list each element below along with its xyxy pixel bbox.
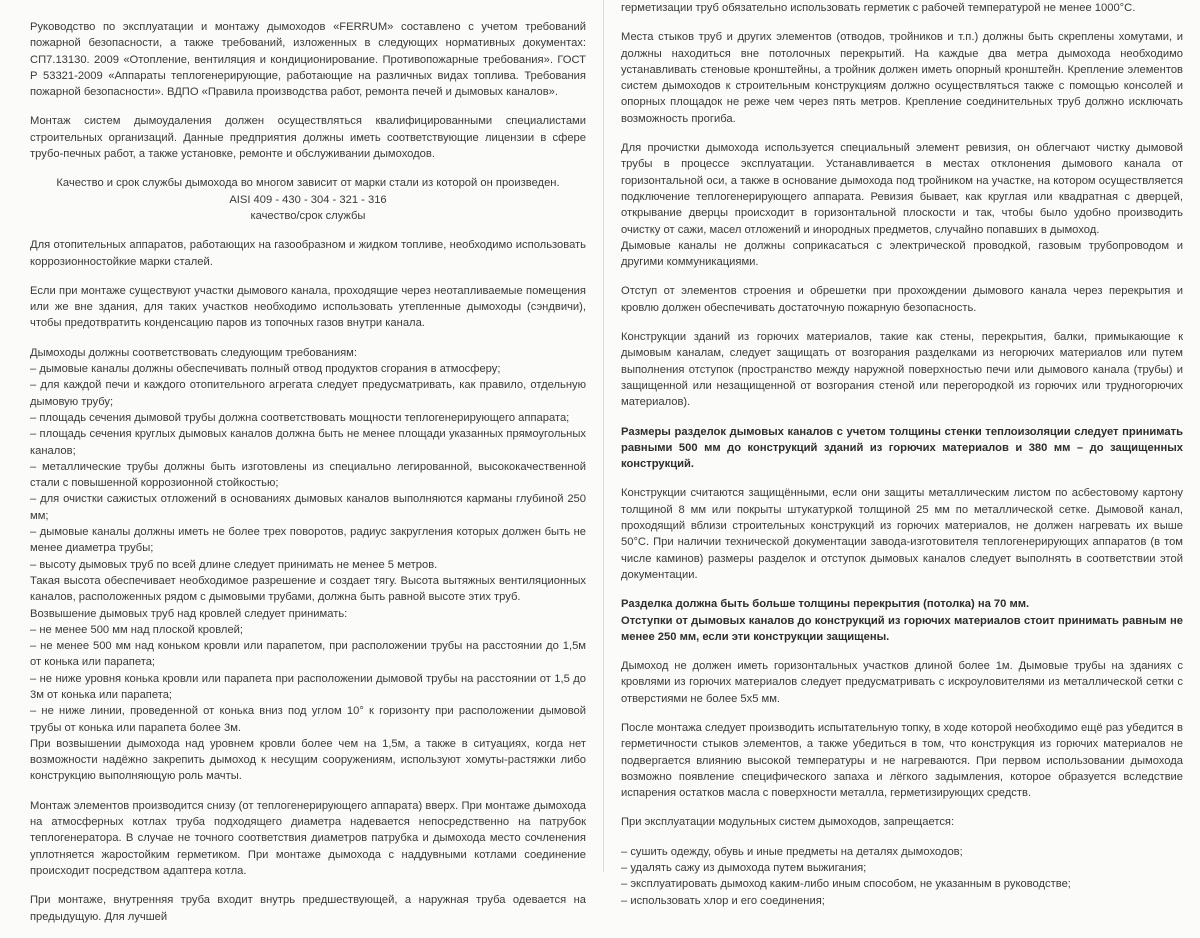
list-item: – площадь сечения круглых дымовых каналов должна быть не менее площади указанных прямоугольных каналов; — [30, 428, 586, 457]
protected-paragraph: Конструкции считаются защищёнными, если они защиты металлическим листом по асбестовому картону толщиной 8 мм или покрыты штукатуркой толщиной 25 мм по металлической сетке. Дымовой канал, проходящий вблизи строительных конструкций из горючих материалов, не должен нагревать их выше 50°С. При наличии технической документации завода-изготовителя теплогенерирующих аппаратов (в том числе каминов) размеры разделок и отступок дымовых каналов следует выполнять в соответствии этой документации. — [621, 487, 1183, 581]
test-fire-paragraph: После монтажа следует производить испытательную топку, в ходе которой необходимо ещё раз убедится в герметичности стыков элементов, а также убедиться в том, что конструкция из горючих материалов не подвергается влиянию высокой температуры и не нагреваются. При первом использовании дымохода возможно появление специфического запаха и лёгкого задымления, которое образуется вследствие испарения остатков масла с поверхности металла, герметизирующих средств. — [621, 721, 1183, 800]
joints-paragraph: Места стыков труб и других элементов (отводов, тройников и т.п.) должны быть скреплены хомутами, и должны находиться вне потолочных перекрытий. На каждые два метра дымохода необходимо устанавливать стеновые кронштейны, а тройник должен иметь опорный кронштейн. Крепление элементов систем дымоходов к строительным конструкциям должно осуществляться также с помощью консолей и опорных площадок не реже чем через пять метров. Крепление соединительных труб должно исключать возможность прогиба. — [621, 31, 1183, 125]
roof-list — [30, 622, 586, 736]
sealant-paragraph: герметизации труб обязательно использовать герметик с рабочей температурой не менее 1000°С. — [621, 2, 1136, 14]
list-item: – дымовые каналы должны обеспечивать полный отвод продуктов сгорания в атмосферу; — [30, 363, 501, 376]
left-column — [30, 0, 586, 938]
inner-pipe-paragraph: При монтаже, внутренняя труба входит внутрь предшествующей, а наружная труба одевается на предыдущую. Для лучшей — [30, 894, 586, 923]
offset-bold-paragraph: Отступки от дымовых каналов до конструкций из горючих материалов стоит принимать равным не менее 250 мм, если эти конструкции защищены. — [621, 614, 1183, 643]
combustible-paragraph: Конструкции зданий из горючих материалов, такие как стены, перекрытия, балки, примыкающие к дымовым каналам, следует защищать от возгорания разделками из негорючих материалов или путем выполнения отступок (пространство между наружной поверхностью печи или дымового канала (трубы) и защищенной или незащищенной от возгорания стеной или перегородкой из горючих или трудногорючих материалов). — [621, 331, 1183, 409]
horizontal-paragraph: Дымоход не должен иметь горизонтальных участков длиной более 1м. Дымовые трубы на зданиях с кровлями из горючих материалов следует предусматривать с искроуловителями из металлической сетки с отверстиями не более 5х5 мм. — [621, 660, 1183, 705]
right-column — [621, 0, 1183, 909]
height-note: Такая высота обеспечивает необходимое разрешение и создает тягу. Высота вытяжных вентиляционных каналов, расположенных рядом с дымовыми трубами, должна быть равной высоте этих труб. — [30, 574, 586, 604]
steel-grades: AISI 409 - 430 - 304 - 321 - 316 — [229, 193, 387, 206]
list-item: – не ниже уровня конька кровли или парапета при расположении дымовой трубы на расстоянии от 1,5 до 3м от конька или парапета; — [30, 672, 586, 701]
list-item: – использовать хлор и его соединения; — [621, 894, 825, 907]
list-item: – не ниже линии, проведенной от конька вниз под углом 10° к горизонту при расположении дымовой трубы от конька или парапета более 3м. — [30, 705, 586, 734]
requirements-title: Дымоходы должны соответствовать следующим требованиям: — [30, 346, 357, 359]
offset-paragraph: Отступ от элементов строения и обрешетки при прохождении дымового канала через перекрытия и кровлю должен обеспечивать достаточную пожарную безопасность. — [621, 285, 1183, 314]
assembly-paragraph: Монтаж элементов производится снизу (от теплогенерирующего аппарата) вверх. При монтаже дымохода на атмосферных котлах труба подходящего диаметра надевается непосредственно на патрубок теплогенератора. В случае не точного соответствия диаметров патрубка и дымохода место сочленения уплотняется жаростойким герметиком. При монтаже дымохода с наддувными котлами соединение происходит посредством адаптера котла. — [30, 799, 586, 877]
intro-paragraph: Руководство по эксплуатации и монтажу дымоходов «FERRUM» составлено с учетом требований пожарной безопасности, а также требований, изложенных в следующих нормативных документах: СП7.13130. 2009 «Отопление, вентиляция и кондиционирование. Противопожарные требования». ГОСТ Р 53321-2009 «Аппараты теплогенерирующие, работающие на различных видах топлива. Требования пожарной безопасности». ВДПО «Правила производства работ, ремонта печей и дымовых каналов». — [30, 21, 586, 99]
ceiling-bold-line: Разделка должна быть больше толщины перекрытия (потолка) на 70 мм. — [621, 598, 1030, 611]
unheated-paragraph: Если при монтаже существуют участки дымового канала, проходящие через неотапливаемые помещения или же вне здания, для таких участков необходимо использовать утепленные дымоходы (сэндвичи), чтобы предотвратить конденсацию паров из топочных газов внутри канала. — [30, 284, 586, 330]
installation-paragraph: Монтаж систем дымоудаления должен осуществляться квалифицированными специалистами строительных организаций. Данные предприятия должны иметь соответствующие лицензии в сфере трубо-печных работ, а также установке, ремонте и обслуживании дымоходов. — [30, 115, 586, 161]
steel-quality-paragraph: Качество и срок службы дымохода во многом зависит от марки стали из которой он произведен. — [56, 177, 560, 190]
list-item: – для каждой печи и каждого отопительного агрегата следует предусматривать, как правило, отдельную дымовую трубу; — [30, 379, 586, 408]
list-item: – удалять сажу из дымохода путем выжигания; — [621, 862, 867, 875]
requirements-list — [30, 361, 586, 573]
list-item: – сушить одежду, обувь и иные предметы на деталях дымоходов; — [621, 845, 963, 858]
forbidden-list — [621, 844, 1183, 909]
roof-title: Возвышение дымовых труб над кровлей следует принимать: — [30, 607, 348, 620]
forbidden-title: При эксплуатации модульных систем дымоходов, запрещается: — [621, 816, 955, 829]
page-fold — [603, 0, 604, 872]
list-item: – площадь сечения дымовой трубы должна соответствовать мощности теплогенерирующего аппарата; — [30, 411, 570, 424]
list-item: – для очистки сажистых отложений в основаниях дымовых каналов выполняются карманы глубиной 250 мм; — [30, 493, 586, 522]
list-item: – высоту дымовых труб по всей длине следует принимать не менее 5 метров. — [30, 558, 438, 571]
list-item: – дымовые каналы должны иметь не более трех поворотов, радиус закругления которых должен быть не менее диаметра трубы; — [30, 526, 586, 555]
list-item: – эксплуатировать дымоход каким-либо иным способом, не указанным в руководстве; — [621, 878, 1071, 891]
quality-label: качество/срок службы — [250, 209, 366, 222]
revision-paragraph: Для прочистки дымохода используется специальный элемент ревизия, он облегчают чистку дымовой трубы в процессе эксплуатации. Устанавливается в местах отклонения дымового канала от горизонтальной оси, а также в основание дымохода под тройником на участке, на котором осуществляется подключение теплогенерирующего аппарата. Ревизия бывает, как круглая или квадратная с дверцей, открывание дверцы происходит в горизонтальной плоскости и так, чтобы было удобно производить очистку от сажи, масел отложений и инородных предметов, случайно попавших в дымоход. — [621, 142, 1183, 236]
list-item: – не менее 500 мм над коньком кровли или парапетом, при расположении трубы на расстоянии до 1,5м от конька или парапета; — [30, 640, 586, 669]
clearance-bold-paragraph: Размеры разделок дымовых каналов с учетом толщины стенки теплоизоляции следует принимать равными 500 мм до конструкций зданий из горючих материалов и 380 мм – до защищенных конструкций. — [621, 425, 1183, 471]
gas-liquid-paragraph: Для отопительных аппаратов, работающих на газообразном и жидком топливе, необходимо использовать коррозионностойкие марки сталей. — [30, 239, 586, 268]
list-item: – не менее 500 мм над плоской кровлей; — [30, 623, 244, 636]
clamps-paragraph: При возвышении дымохода над уровнем кровли более чем на 1,5м, а также в ситуациях, когда нет возможности надёжно закрепить дымоход к несущим сооружениям, используют хомуты-растяжки либо конструкцию выполняющую роль мачты. — [30, 737, 586, 783]
list-item: – металлические трубы должны быть изготовлены из специально легированной, высококачественной стали с повышенной коррозионной стойкостью; — [30, 460, 586, 490]
wiring-paragraph: Дымовые каналы не должны соприкасаться с электрической проводкой, газовым трубопроводом и другими коммуникациями. — [621, 239, 1183, 269]
